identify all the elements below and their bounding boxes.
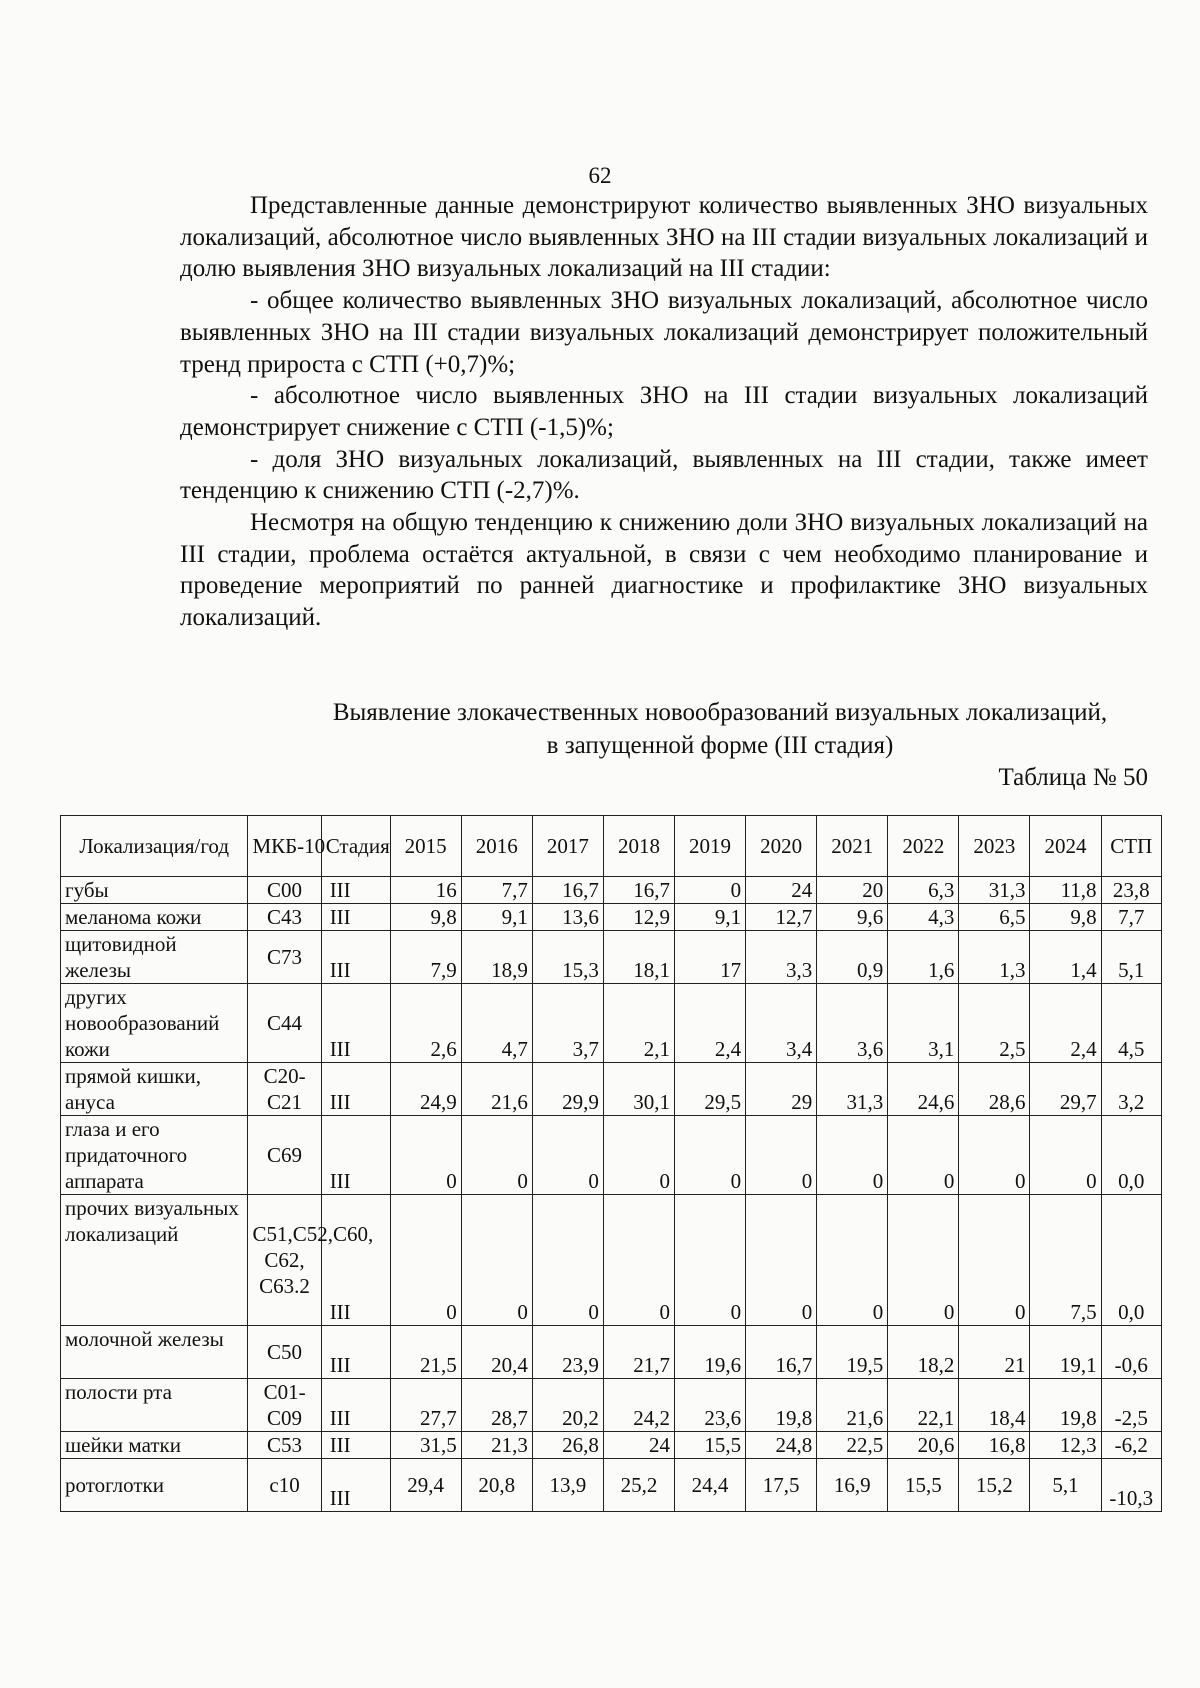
cell-value: 15,3 (532, 931, 603, 984)
cell-stage: III (321, 877, 390, 904)
cell-value: 31,5 (390, 1432, 461, 1459)
cell-value: 25,2 (603, 1459, 674, 1512)
cell-localization: щитовидной железы (61, 931, 248, 984)
cell-icd-code: C50 (248, 1326, 321, 1379)
table-row (61, 1326, 1162, 1379)
cell-icd-code: C43 (248, 904, 321, 931)
cell-value: 23,9 (532, 1326, 603, 1379)
cell-value: 18,2 (888, 1326, 959, 1379)
cell-value: 0 (461, 1116, 532, 1195)
body-text (180, 190, 1148, 634)
table-caption-line1: Выявление злокачественных новообразований визуальных локализаций, (332, 699, 1108, 726)
cell-value: 30,1 (603, 1063, 674, 1116)
cell-value: 0 (888, 1116, 959, 1195)
cell-value: 2,4 (1030, 984, 1101, 1063)
cell-localization: полости рта (61, 1379, 248, 1432)
cell-value: 29,9 (532, 1063, 603, 1116)
cell-value: 6,3 (888, 877, 959, 904)
cell-value: 20 (817, 877, 888, 904)
cell-value: 9,1 (675, 904, 746, 931)
cell-value: 1,4 (1030, 931, 1101, 984)
cell-value: 1,3 (959, 931, 1030, 984)
table-row (61, 984, 1162, 1063)
cell-value: 16,7 (603, 877, 674, 904)
cell-value: 17,5 (746, 1459, 817, 1512)
cell-stage: III (321, 904, 390, 931)
cell-value: 31,3 (817, 1063, 888, 1116)
header-icd: МКБ-10 (248, 816, 321, 877)
cell-value: 0 (675, 1116, 746, 1195)
cell-value: 20,4 (461, 1326, 532, 1379)
cell-value: 3,7 (532, 984, 603, 1063)
page-number: 62 (588, 163, 612, 188)
cell-value: 29,5 (675, 1063, 746, 1116)
cell-stp: -0,6 (1101, 1326, 1161, 1379)
cell-localization: прямой кишки, ануса (61, 1063, 248, 1116)
cell-value: 2,1 (603, 984, 674, 1063)
cell-value: 21,6 (461, 1063, 532, 1116)
table-row (61, 1195, 1162, 1326)
cell-value: 28,7 (461, 1379, 532, 1432)
cell-value: 0 (888, 1195, 959, 1326)
cell-value: 0 (532, 1116, 603, 1195)
cell-value: 19,8 (746, 1379, 817, 1432)
table-row (61, 1116, 1162, 1195)
table-caption (290, 696, 1150, 762)
paragraph-intro: Представленные данные демонстрируют количество выявленных ЗНО визуальных локализаций, абсолютное число выявленных ЗНО на III стадии визуальных локализаций и долю выявления ЗНО визуальных локализаций на III стадии: (180, 192, 1148, 283)
cell-value: 0 (390, 1195, 461, 1326)
cell-value: 16,8 (959, 1432, 1030, 1459)
table-row (61, 1063, 1162, 1116)
cell-localization: меланома кожи (61, 904, 248, 931)
cell-stp: -6,2 (1101, 1432, 1161, 1459)
cell-value: 2,6 (390, 984, 461, 1063)
header-year: 2021 (817, 816, 888, 877)
cell-value: 20,2 (532, 1379, 603, 1432)
table-body (61, 877, 1162, 1512)
header-year: 2022 (888, 816, 959, 877)
cell-stp: 4,5 (1101, 984, 1161, 1063)
cell-value: 0 (746, 1116, 817, 1195)
cell-value: 26,8 (532, 1432, 603, 1459)
cell-value: 21,3 (461, 1432, 532, 1459)
header-stp: СТП (1101, 816, 1161, 877)
cell-localization: молочной железы (61, 1326, 248, 1379)
cell-value: 0 (817, 1195, 888, 1326)
cell-value: 7,7 (461, 877, 532, 904)
cell-value: 21,7 (603, 1326, 674, 1379)
cell-value: 0 (461, 1195, 532, 1326)
cell-localization: прочих визуальных локализаций (61, 1195, 248, 1326)
cell-value: 0 (675, 1195, 746, 1326)
cell-value: 17 (675, 931, 746, 984)
cell-value: 0 (603, 1195, 674, 1326)
cell-value: 7,9 (390, 931, 461, 984)
cell-value: 21 (959, 1326, 1030, 1379)
cell-localization: других новообразований кожи (61, 984, 248, 1063)
cell-value: 0 (1030, 1116, 1101, 1195)
cell-value: 19,5 (817, 1326, 888, 1379)
cell-value: 16 (390, 877, 461, 904)
cell-value: 22,5 (817, 1432, 888, 1459)
cell-value: 16,7 (532, 877, 603, 904)
cell-value: 24 (603, 1432, 674, 1459)
cell-value: 3,6 (817, 984, 888, 1063)
cell-value: 0 (603, 1116, 674, 1195)
cell-value: 18,1 (603, 931, 674, 984)
cell-value: 9,8 (1030, 904, 1101, 931)
cell-value: 0,9 (817, 931, 888, 984)
cell-value: 21,6 (817, 1379, 888, 1432)
cell-value: 12,3 (1030, 1432, 1101, 1459)
cell-stp: 3,2 (1101, 1063, 1161, 1116)
cell-stp: -2,5 (1101, 1379, 1161, 1432)
cell-stp: 7,7 (1101, 904, 1161, 931)
cell-stp: 23,8 (1101, 877, 1161, 904)
header-year: 2023 (959, 816, 1030, 877)
cell-value: 1,6 (888, 931, 959, 984)
cell-value: 24,8 (746, 1432, 817, 1459)
cell-localization: глаза и его придаточного аппарата (61, 1116, 248, 1195)
cell-value: 20,8 (461, 1459, 532, 1512)
cell-value: 23,6 (675, 1379, 746, 1432)
cell-localization: шейки матки (61, 1432, 248, 1459)
cell-icd-code: C53 (248, 1432, 321, 1459)
cell-stage: III (321, 984, 390, 1063)
header-year: 2018 (603, 816, 674, 877)
header-year: 2019 (675, 816, 746, 877)
cell-stage: III (321, 1379, 390, 1432)
cell-value: 20,6 (888, 1432, 959, 1459)
cell-stage: III (321, 1195, 390, 1326)
cell-value: 0 (532, 1195, 603, 1326)
cell-value: 2,4 (675, 984, 746, 1063)
cell-stage: III (321, 1116, 390, 1195)
cell-localization: ротоглотки (61, 1459, 248, 1512)
cell-stage: III (321, 1432, 390, 1459)
bullet-share-decline: - доля ЗНО визуальных локализаций, выявленных на III стадии, также имеет тенденцию к снижению СТП (-2,7)%. (180, 445, 1148, 505)
bullet-absolute-decline: - абсолютное число выявленных ЗНО на III стадии визуальных локализаций демонстрирует снижение с СТП (-1,5)%; (180, 382, 1148, 441)
header-year: 2016 (461, 816, 532, 877)
cell-stage: III (321, 931, 390, 984)
cell-value: 15,5 (888, 1459, 959, 1512)
header-localization: Локализация/год (61, 816, 248, 877)
cell-value: 3,3 (746, 931, 817, 984)
table-caption-line2: в запущенной форме (III стадия) (546, 732, 894, 759)
cell-value: 0 (959, 1116, 1030, 1195)
cell-value: 19,8 (1030, 1379, 1101, 1432)
cell-icd-code: C44 (248, 984, 321, 1063)
cell-value: 29 (746, 1063, 817, 1116)
cell-value: 27,7 (390, 1379, 461, 1432)
cell-icd-code: C00 (248, 877, 321, 904)
cell-value: 2,5 (959, 984, 1030, 1063)
cell-value: 9,8 (390, 904, 461, 931)
table-row (61, 931, 1162, 984)
header-year: 2020 (746, 816, 817, 877)
cell-value: 19,6 (675, 1326, 746, 1379)
cell-value: 15,5 (675, 1432, 746, 1459)
cell-value: 16,7 (746, 1326, 817, 1379)
cell-value: 9,6 (817, 904, 888, 931)
cell-value: 31,3 (959, 877, 1030, 904)
cell-value: 21,5 (390, 1326, 461, 1379)
cell-value: 0 (675, 877, 746, 904)
cell-value: 18,9 (461, 931, 532, 984)
cell-value: 3,4 (746, 984, 817, 1063)
cell-value: 15,2 (959, 1459, 1030, 1512)
cell-icd-code: C69 (248, 1116, 321, 1195)
table-row (61, 1432, 1162, 1459)
data-table (60, 815, 1162, 1512)
cell-value: 16,9 (817, 1459, 888, 1512)
cell-stp: 0,0 (1101, 1116, 1161, 1195)
table-row (61, 877, 1162, 904)
cell-value: 4,7 (461, 984, 532, 1063)
cell-stage: III (321, 1459, 390, 1512)
cell-value: 18,4 (959, 1379, 1030, 1432)
cell-value: 13,6 (532, 904, 603, 931)
cell-value: 29,7 (1030, 1063, 1101, 1116)
cell-localization: губы (61, 877, 248, 904)
cell-stage: III (321, 1326, 390, 1379)
cell-value: 4,3 (888, 904, 959, 931)
cell-value: 7,5 (1030, 1195, 1101, 1326)
cell-icd-code: C20-C21 (248, 1063, 321, 1116)
cell-value: 0 (390, 1116, 461, 1195)
cell-value: 9,1 (461, 904, 532, 931)
cell-value: 3,1 (888, 984, 959, 1063)
header-year: 2017 (532, 816, 603, 877)
cell-value: 11,8 (1030, 877, 1101, 904)
cell-value: 6,5 (959, 904, 1030, 931)
cell-value: 24,2 (603, 1379, 674, 1432)
cell-value: 5,1 (1030, 1459, 1101, 1512)
cell-stp: -10,3 (1101, 1459, 1161, 1512)
cell-value: 28,6 (959, 1063, 1030, 1116)
table-row (61, 1379, 1162, 1432)
table-number: Таблица № 50 (998, 764, 1148, 791)
cell-value: 0 (746, 1195, 817, 1326)
cell-icd-code: C51,C52,C60, C62, C63.2 (248, 1195, 321, 1326)
cell-value: 24,9 (390, 1063, 461, 1116)
cell-value: 24,4 (675, 1459, 746, 1512)
cell-stp: 5,1 (1101, 931, 1161, 984)
header-year: 2015 (390, 816, 461, 877)
header-year: 2024 (1030, 816, 1101, 877)
cell-value: 0 (959, 1195, 1030, 1326)
cell-icd-code: C73 (248, 931, 321, 984)
table-header-row (61, 816, 1162, 877)
cell-stage: III (321, 1063, 390, 1116)
header-stage: Стадия (321, 816, 390, 877)
cell-value: 19,1 (1030, 1326, 1101, 1379)
cell-value: 0 (817, 1116, 888, 1195)
cell-value: 12,9 (603, 904, 674, 931)
cell-value: 29,4 (390, 1459, 461, 1512)
table-row (61, 1459, 1162, 1512)
cell-stp: 0,0 (1101, 1195, 1161, 1326)
bullet-total-trend: - общее количество выявленных ЗНО визуальных локализаций, абсолютное число выявленных ЗНО на III стадии визуальных локализаций демонстрирует положительный тренд прироста с СТП (+0,7)%; (180, 287, 1148, 378)
cell-icd-code: c10 (248, 1459, 321, 1512)
cell-value: 12,7 (746, 904, 817, 931)
cell-value: 13,9 (532, 1459, 603, 1512)
cell-value: 24 (746, 877, 817, 904)
cell-icd-code: C01-C09 (248, 1379, 321, 1432)
cell-value: 24,6 (888, 1063, 959, 1116)
cell-value: 22,1 (888, 1379, 959, 1432)
paragraph-conclusion: Несмотря на общую тенденцию к снижению доли ЗНО визуальных локализаций на III стадии, проблема остаётся актуальной, в связи с чем необходимо планирование и проведение мероприятий по ранней диагностике и профилактике ЗНО визуальных локализаций. (180, 509, 1148, 632)
table-row (61, 904, 1162, 931)
